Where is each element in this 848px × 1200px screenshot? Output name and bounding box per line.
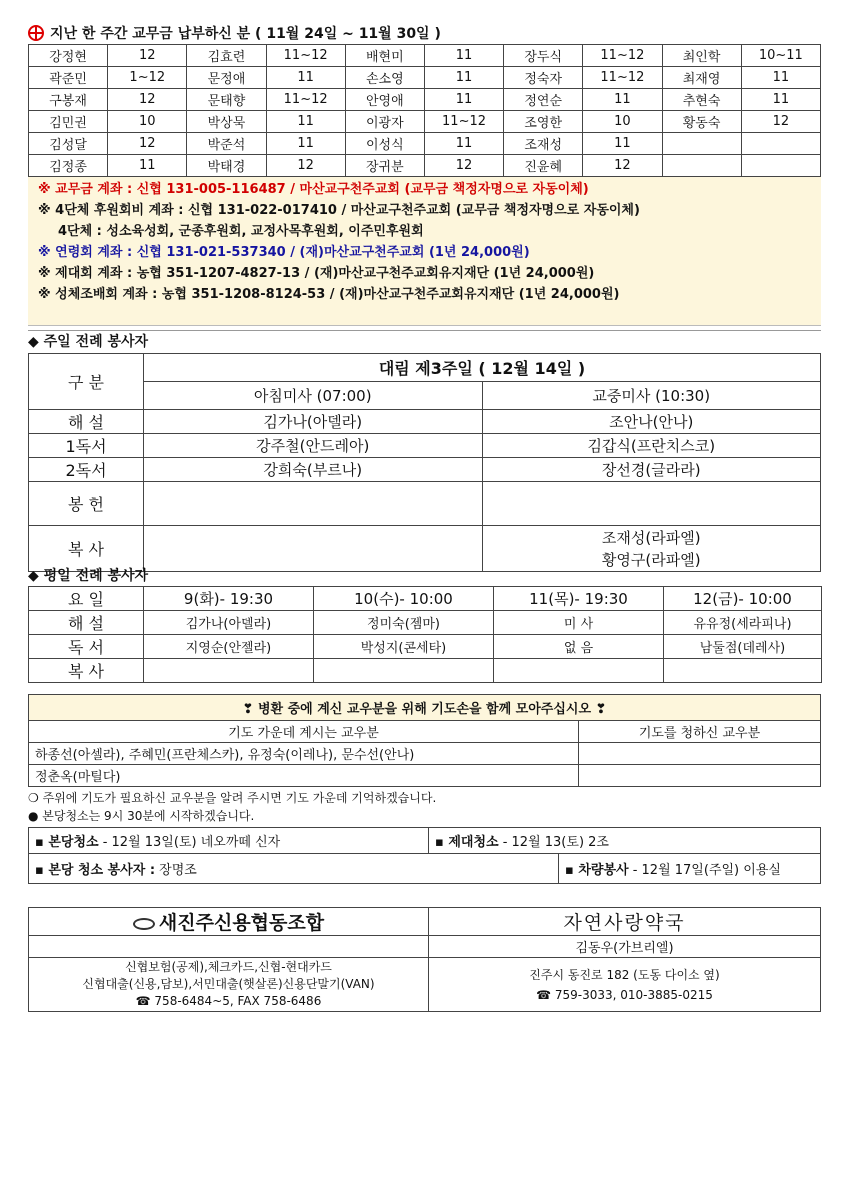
donor-months — [741, 133, 820, 155]
weekday-title: ◆ 평일 전례 봉사자 — [28, 568, 149, 584]
server-cell: 강희숙(부르나) — [144, 458, 483, 482]
prayer-section — [28, 694, 821, 884]
server-cell: 김가나(아델라) — [144, 410, 483, 434]
donor-name: 이성식 — [345, 133, 424, 155]
server-cell: 미 사 — [494, 611, 664, 635]
donor-months: 10~11 — [741, 45, 820, 67]
day-header: 10(수)- 10:00 — [314, 587, 494, 611]
donor-months: 11 — [741, 89, 820, 111]
donor-name: 박준석 — [187, 133, 266, 155]
prayer-name-cell: 하종선(아셀라), 주혜민(프란체스카), 유정숙(이레나), 문수선(안나) — [29, 743, 579, 765]
donor-name: 장두식 — [504, 45, 583, 67]
server-cell — [664, 659, 822, 683]
donor-name: 최인학 — [662, 45, 741, 67]
donation-row — [29, 155, 821, 177]
server-cell — [482, 482, 821, 526]
credit-union-title: 새진주신용협동조합 — [158, 912, 325, 934]
role-cell: 봉 헌 — [29, 482, 144, 526]
donor-name — [662, 155, 741, 177]
donor-months: 11 — [424, 67, 503, 89]
donor-name: 조재성 — [504, 133, 583, 155]
pharmacy-info — [429, 958, 821, 1012]
prayer-title: ❣ 병환 중에 계신 교우분을 위해 기도손을 함께 모아주십시오 ❣ — [29, 695, 821, 721]
donor-name: 문정애 — [187, 67, 266, 89]
donor-months: 12 — [583, 155, 662, 177]
pharmacy-phone: ☎ 759-3033, 010-3885-0215 — [536, 987, 713, 1002]
donor-name: 추현숙 — [662, 89, 741, 111]
cleaning-label: ▪ 제대청소 — [435, 835, 499, 850]
donor-months: 11 — [424, 45, 503, 67]
donation-section — [28, 22, 821, 326]
cleaning-cell — [559, 854, 821, 884]
donor-months: 12 — [108, 45, 187, 67]
ads-section — [28, 907, 821, 1012]
notice-line: ※ 4단체 후원회비 계좌 : 신협 131-022-017410 / 마산교구천주교회 (교무금 책정자명으로 자동이체) — [38, 203, 640, 218]
donor-name: 김효련 — [187, 45, 266, 67]
prayer-request-cell — [579, 765, 821, 787]
cleaning-text: - 12월 17일(주일) 이용실 — [628, 863, 781, 878]
donor-months: 1~12 — [108, 67, 187, 89]
weekday-row — [29, 611, 822, 635]
donor-months: 11 — [583, 133, 662, 155]
server-name: 황영구(라파엘) — [601, 550, 701, 569]
mass-morning: 아침미사 (07:00) — [144, 382, 483, 410]
donation-row — [29, 45, 821, 67]
donor-months: 11~12 — [266, 45, 345, 67]
donor-months: 10 — [583, 111, 662, 133]
cleaning-cell — [429, 828, 821, 854]
server-cell: 김갑식(프란치스코) — [482, 434, 821, 458]
prayer-col-header: 기도를 청하신 교우분 — [579, 721, 821, 743]
donor-months: 11~12 — [583, 67, 662, 89]
donation-row — [29, 111, 821, 133]
cleaning-note: ● 본당청소는 9시 30분에 시작하겠습니다. — [28, 809, 255, 823]
sunday-title: ◆ 주일 전례 봉사자 — [28, 334, 149, 350]
notice-line: ※ 연령회 계좌 : 신협 131-021-537340 / (재)마산교구천주교회 (1년 24,000원) — [38, 245, 530, 260]
donor-name: 김민권 — [29, 111, 108, 133]
cleaning-label: ▪ 차량봉사 — [565, 863, 629, 878]
mass-main: 교중미사 (10:30) — [482, 382, 821, 410]
donor-name: 배현미 — [345, 45, 424, 67]
sunday-table — [28, 353, 821, 572]
donor-name: 정숙자 — [504, 67, 583, 89]
donor-months: 11~12 — [583, 45, 662, 67]
server-cell: 강주철(안드레아) — [144, 434, 483, 458]
donor-name — [662, 133, 741, 155]
role-cell: 독 서 — [29, 635, 144, 659]
role-cell: 복 사 — [29, 659, 144, 683]
donor-name: 조영한 — [504, 111, 583, 133]
donation-title: 지난 한 주간 교무금 납부하신 분 ( 11월 24일 ~ 11월 30일 ) — [50, 26, 441, 42]
server-cell: 유유정(세라피나) — [664, 611, 822, 635]
server-cell: 조안나(안나) — [482, 410, 821, 434]
donor-name: 구봉재 — [29, 89, 108, 111]
credit-union-logo-icon — [133, 918, 155, 930]
server-cell: 지영순(안젤라) — [144, 635, 314, 659]
weekday-header-row — [29, 587, 822, 611]
donor-name: 강정현 — [29, 45, 108, 67]
server-cell — [144, 659, 314, 683]
donor-months: 11~12 — [424, 111, 503, 133]
donor-months: 11 — [108, 155, 187, 177]
cleaning-table — [28, 827, 821, 884]
day-header: 12(금)- 10:00 — [664, 587, 822, 611]
cross-icon — [28, 25, 44, 41]
role-cell: 요 일 — [29, 587, 144, 611]
prayer-request-cell — [579, 743, 821, 765]
pharmacy-address: 진주시 동진로 182 (도동 다이소 옆) — [529, 967, 720, 982]
donor-name: 정연순 — [504, 89, 583, 111]
donor-name: 이광자 — [345, 111, 424, 133]
role-cell: 1독서 — [29, 434, 144, 458]
donor-months: 12 — [108, 89, 187, 111]
credit-union-info — [29, 958, 429, 1012]
donor-months: 11~12 — [266, 89, 345, 111]
server-cell — [144, 482, 483, 526]
server-cell — [482, 526, 821, 572]
notice-line: ※ 성체조배회 계좌 : 농협 351-1208-8124-53 / (재)마산교구천주교회유지재단 (1년 24,000원) — [38, 287, 620, 302]
sunday-section — [28, 330, 821, 572]
donor-months: 11 — [266, 133, 345, 155]
role-cell: 복 사 — [29, 526, 144, 572]
day-header: 11(목)- 19:30 — [494, 587, 664, 611]
day-header: 9(화)- 19:30 — [144, 587, 314, 611]
donor-name: 최재영 — [662, 67, 741, 89]
weekday-row — [29, 659, 822, 683]
server-name: 조재성(라파엘) — [601, 528, 701, 547]
role-cell: 해 설 — [29, 611, 144, 635]
donor-name: 김성달 — [29, 133, 108, 155]
notice-line: ※ 제대회 계좌 : 농협 351-1207-4827-13 / (재)마산교구천주교회유지재단 (1년 24,000원) — [38, 266, 595, 281]
donor-name: 문태향 — [187, 89, 266, 111]
donor-name: 안영애 — [345, 89, 424, 111]
donor-months: 10 — [108, 111, 187, 133]
notice-line: ※ 교무금 계좌 : 신협 131-005-116487 / 마산교구천주교회 (교무금 책정자명으로 자동이체) — [38, 182, 589, 197]
pharmacy-owner: 김동우(가브리엘) — [429, 936, 821, 958]
donor-name: 김정종 — [29, 155, 108, 177]
notice-line: 4단체 : 성소육성회, 군종후원회, 교정사목후원회, 이주민후원회 — [58, 224, 424, 239]
weekday-table — [28, 586, 822, 683]
weekday-section — [28, 566, 821, 683]
ads-table — [28, 907, 821, 1012]
server-cell: 박성지(콘세타) — [314, 635, 494, 659]
donor-name: 황동숙 — [662, 111, 741, 133]
account-notice — [28, 177, 821, 326]
donation-row — [29, 89, 821, 111]
gubun-cell: 구 분 — [29, 354, 144, 410]
donor-months: 11 — [741, 67, 820, 89]
donation-row — [29, 67, 821, 89]
cleaning-text: 장명조 — [155, 863, 197, 878]
prayer-name-cell: 정춘옥(마틸다) — [29, 765, 579, 787]
donor-name: 박태경 — [187, 155, 266, 177]
credit-union-title-cell — [29, 908, 429, 936]
server-cell — [494, 659, 664, 683]
credit-union-line: 신협대출(신용,담보),서민대출(햇살론)신용단말기(VAN) — [82, 977, 375, 991]
cleaning-text: - 12월 13(토) 2조 — [498, 835, 609, 850]
donor-months: 11 — [424, 133, 503, 155]
cleaning-label: ▪ 본당청소 — [35, 835, 99, 850]
server-cell: 김가나(아델라) — [144, 611, 314, 635]
cleaning-cell — [29, 854, 559, 884]
donor-months: 11 — [266, 67, 345, 89]
cleaning-label: ▪ 본당 청소 봉사자 : — [35, 863, 156, 878]
weekday-row — [29, 635, 822, 659]
role-cell: 2독서 — [29, 458, 144, 482]
prayer-table — [28, 694, 821, 787]
server-cell: 정미숙(젬마) — [314, 611, 494, 635]
donor-months: 12 — [266, 155, 345, 177]
donor-months: 12 — [108, 133, 187, 155]
donation-header — [28, 22, 821, 44]
credit-union-blank — [29, 936, 429, 958]
credit-union-line: 신협보험(공제),체크카드,신협-현대카드 — [125, 960, 332, 974]
server-cell: 남둘점(데레사) — [664, 635, 822, 659]
role-cell: 해 설 — [29, 410, 144, 434]
cleaning-text: - 12월 13일(토) 네오까떼 신자 — [98, 835, 281, 850]
donor-name: 진윤혜 — [504, 155, 583, 177]
prayer-col-header: 기도 가운데 계시는 교우분 — [29, 721, 579, 743]
donation-row — [29, 133, 821, 155]
donor-months: 12 — [741, 111, 820, 133]
credit-union-phone: ☎ 758-6484~5, FAX 758-6486 — [135, 994, 322, 1008]
donor-months: 11 — [424, 89, 503, 111]
donor-months: 11 — [266, 111, 345, 133]
server-cell: 장선경(글라라) — [482, 458, 821, 482]
donor-name: 손소영 — [345, 67, 424, 89]
donor-months: 11 — [583, 89, 662, 111]
server-cell — [144, 526, 483, 572]
donor-name: 박상묵 — [187, 111, 266, 133]
week-title: 대림 제3주일 ( 12월 14일 ) — [144, 354, 821, 382]
cleaning-cell — [29, 828, 429, 854]
donor-name: 곽준민 — [29, 67, 108, 89]
server-cell — [314, 659, 494, 683]
pharmacy-title: 자연사랑약국 — [429, 908, 821, 936]
server-cell: 없 음 — [494, 635, 664, 659]
donor-name: 장귀분 — [345, 155, 424, 177]
donor-months — [741, 155, 820, 177]
prayer-note: ❍ 주위에 기도가 필요하신 교우분을 알려 주시면 기도 가운데 기억하겠습니다. — [28, 791, 437, 805]
donor-months: 12 — [424, 155, 503, 177]
donation-table — [28, 44, 821, 177]
